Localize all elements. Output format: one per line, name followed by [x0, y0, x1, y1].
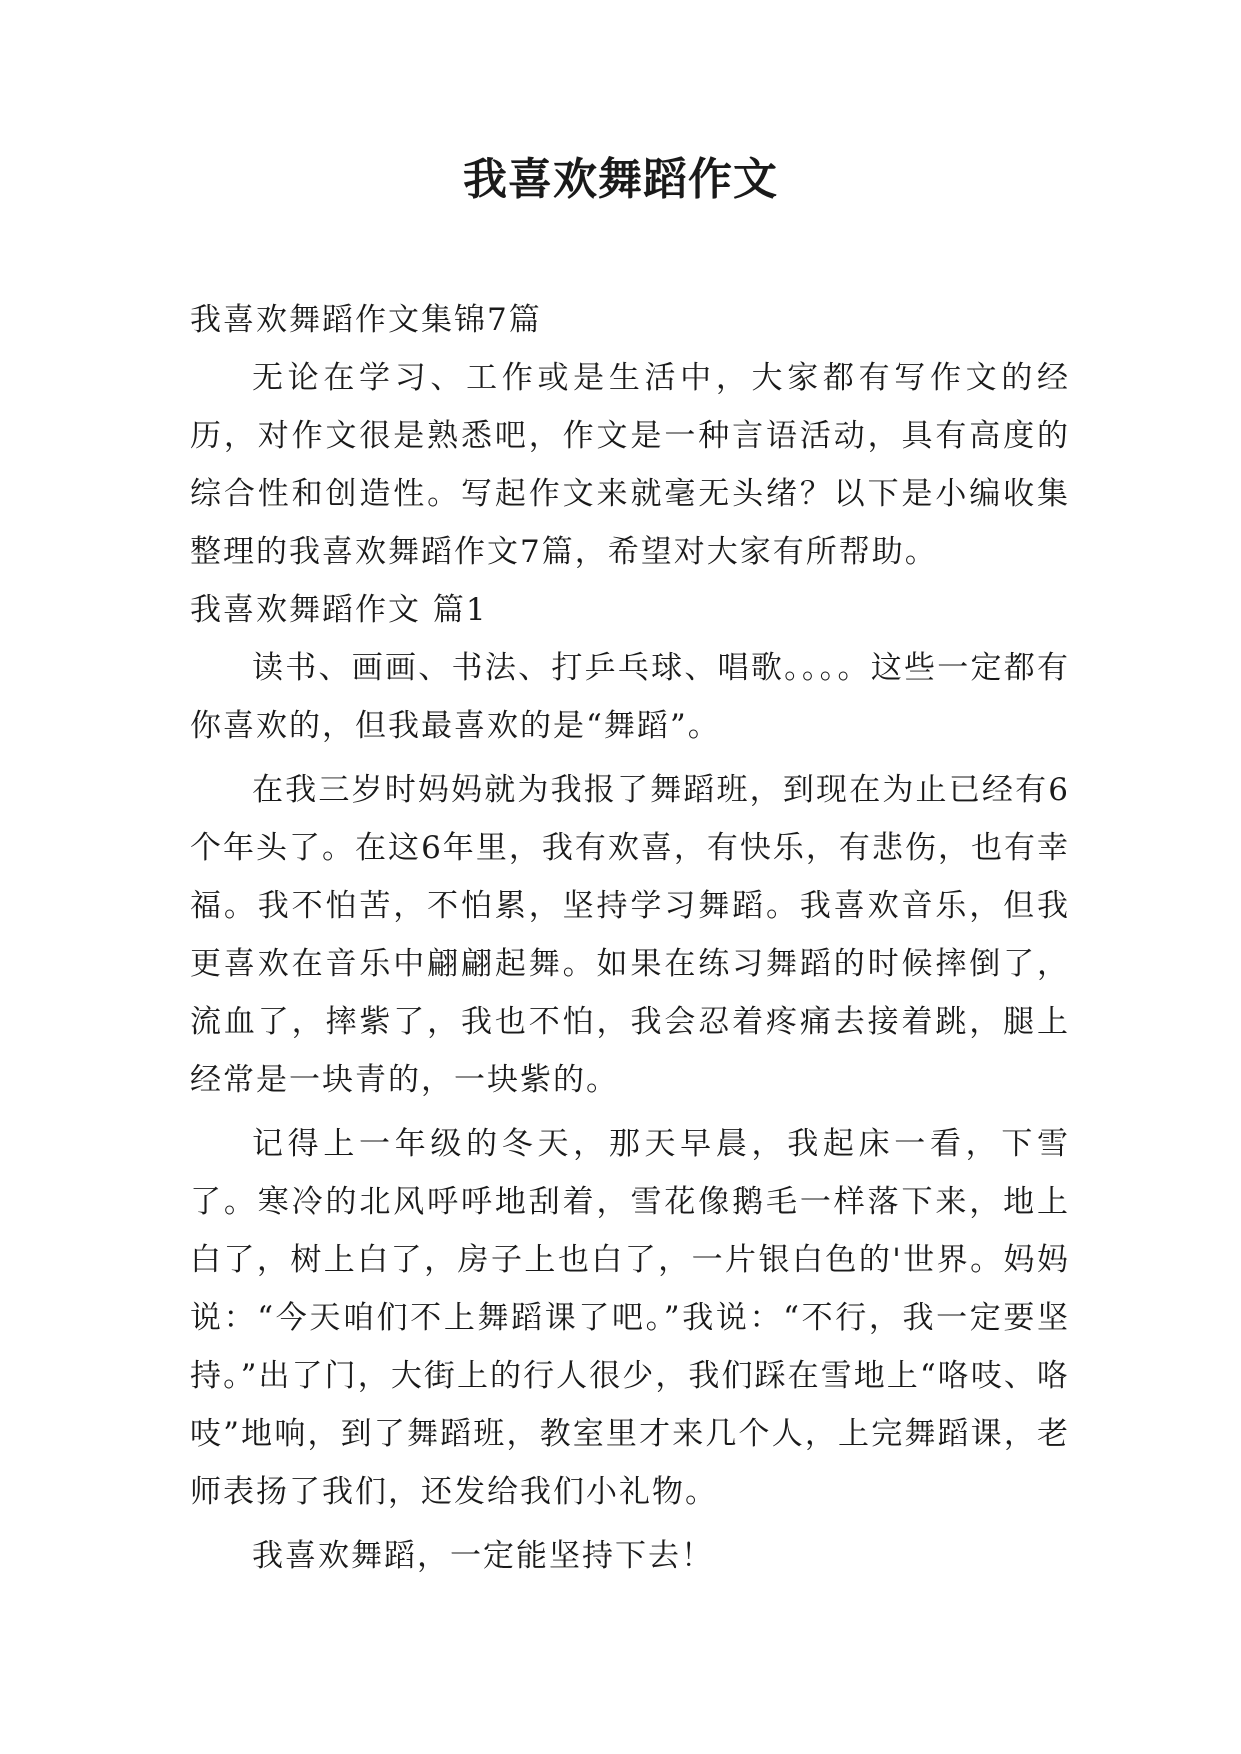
collection-subtitle: 我喜欢舞蹈作文集锦7篇 — [190, 302, 542, 338]
body-paragraph: 记得上一年级的冬天，那天早晨，我起床一看，下雪了。寒冷的北风呼呼地刮着，雪花像鹅毛一样落下来，地上白了，树上白了，房子上也白了，一片银白色的'世界。妈妈说：“今天咱们不上舞蹈课了吧。”我说：“不行，我一定要坚持。”出了门，大街上的行人很少，我们踩在雪地上“咯吱、咯吱”地响，到了舞蹈班，教室里才来几个人，上完舞蹈课，老师表扬了我们，还发给我们小礼物。 — [190, 1126, 1070, 1510]
intro-paragraph: 无论在学习、工作或是生活中，大家都有写作文的经历，对作文很是熟悉吧，作文是一种言语活动，具有高度的综合性和创造性。写起作文来就毫无头绪？以下是小编收集整理的我喜欢舞蹈作文7篇，希望对大家有所帮助。 — [190, 360, 1070, 570]
section-heading: 我喜欢舞蹈作文 篇1 — [190, 592, 488, 628]
body-paragraph: 在我三岁时妈妈就为我报了舞蹈班，到现在为止已经有6个年头了。在这6年里，我有欢喜，有快乐，有悲伤，也有幸福。我不怕苦，不怕累，坚持学习舞蹈。我喜欢音乐，但我更喜欢在音乐中翩翩起舞。如果在练习舞蹈的时候摔倒了，流血了，摔紫了，我也不怕，我会忍着疼痛去接着跳，腿上经常是一块青的，一块紫的。 — [190, 772, 1070, 1098]
body-paragraph: 读书、画画、书法、打乒乓球、唱歌。。。。这些一定都有你喜欢的，但我最喜欢的是“舞蹈”。 — [190, 650, 1070, 744]
document-title: 我喜欢舞蹈作文 — [463, 154, 778, 205]
document-body — [190, 291, 1070, 1585]
body-paragraph: 我喜欢舞蹈，一定能坚持下去！ — [252, 1538, 714, 1574]
